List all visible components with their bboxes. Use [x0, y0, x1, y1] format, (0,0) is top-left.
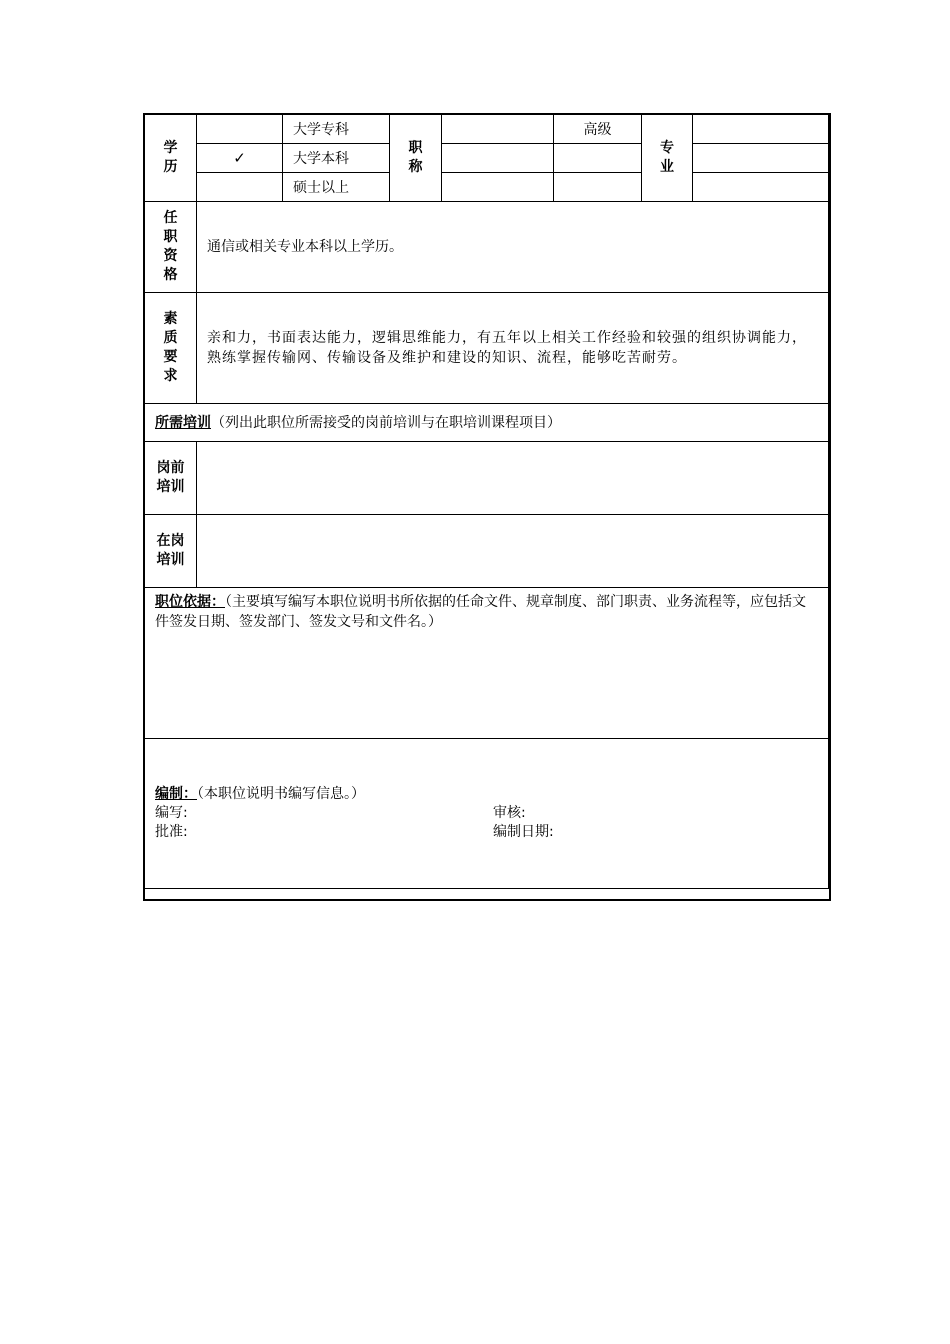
training-heading: 所需培训	[155, 414, 211, 431]
education-option-label: 大学本科	[283, 144, 390, 173]
basis-note: （主要填写编写本职位说明书所依据的任命文件、规章制度、部门职责、业务流程等，应包括文件签发日期、签发部门、签发文号和文件名。）	[155, 594, 806, 630]
on-job-training-label-cell	[145, 515, 197, 588]
education-label-cell	[145, 115, 197, 202]
title-rank-value	[554, 173, 642, 202]
pre-job-training-label-cell	[145, 442, 197, 515]
education-label: 学历	[163, 140, 178, 175]
basis-section[interactable]	[145, 588, 829, 739]
qualification-label-cell	[145, 202, 197, 293]
qualification-text: 通信或相关专业本科以上学历。	[197, 202, 829, 293]
title-rank-label: 职称	[408, 140, 423, 175]
education-check-cell[interactable]: ✓	[197, 144, 283, 173]
title-rank-input-cell[interactable]	[442, 115, 554, 144]
title-rank-input-cell[interactable]	[442, 173, 554, 202]
title-rank-value: 高级	[554, 115, 642, 144]
pre-job-training-label: 岗前培训	[156, 460, 185, 495]
writer-field[interactable]: 编写:	[155, 805, 188, 821]
on-job-training-label: 在岗培训	[156, 533, 185, 568]
compile-section	[145, 739, 829, 889]
quality-label-cell	[145, 293, 197, 404]
approver-field[interactable]: 批准:	[155, 824, 188, 840]
major-input-cell[interactable]	[693, 144, 829, 173]
basis-heading: 职位依据：	[155, 594, 225, 610]
title-rank-label-cell	[390, 115, 442, 202]
training-note: （列出此职位所需接受的岗前培训与在职培训课程项目）	[211, 414, 561, 431]
major-input-cell[interactable]	[693, 115, 829, 144]
education-check-cell[interactable]	[197, 173, 283, 202]
on-job-training-content[interactable]	[197, 515, 829, 588]
compile-note: （本职位说明书编写信息。）	[197, 786, 365, 802]
training-heading-row	[145, 404, 829, 442]
compile-heading: 编制：	[155, 786, 197, 802]
compile-date-field[interactable]: 编制日期:	[493, 824, 554, 840]
major-label-cell	[642, 115, 693, 202]
title-rank-input-cell[interactable]	[442, 144, 554, 173]
education-option-label: 硕士以上	[283, 173, 390, 202]
major-input-cell[interactable]	[693, 173, 829, 202]
education-check-cell[interactable]	[197, 115, 283, 144]
pre-job-training-content[interactable]	[197, 442, 829, 515]
job-description-form	[144, 114, 829, 889]
quality-text: 亲和力，书面表达能力，逻辑思维能力，有五年以上相关工作经验和较强的组织协调能力，熟练掌握传输网、传输设备及维护和建设的知识、流程，能够吃苦耐劳。	[197, 293, 829, 404]
reviewer-field[interactable]: 审核:	[493, 805, 526, 821]
major-label: 专业	[660, 140, 674, 175]
quality-label: 素质要求	[163, 311, 178, 384]
qualification-label: 任职资格	[163, 210, 178, 283]
education-option-label: 大学专科	[283, 115, 390, 144]
title-rank-value	[554, 144, 642, 173]
